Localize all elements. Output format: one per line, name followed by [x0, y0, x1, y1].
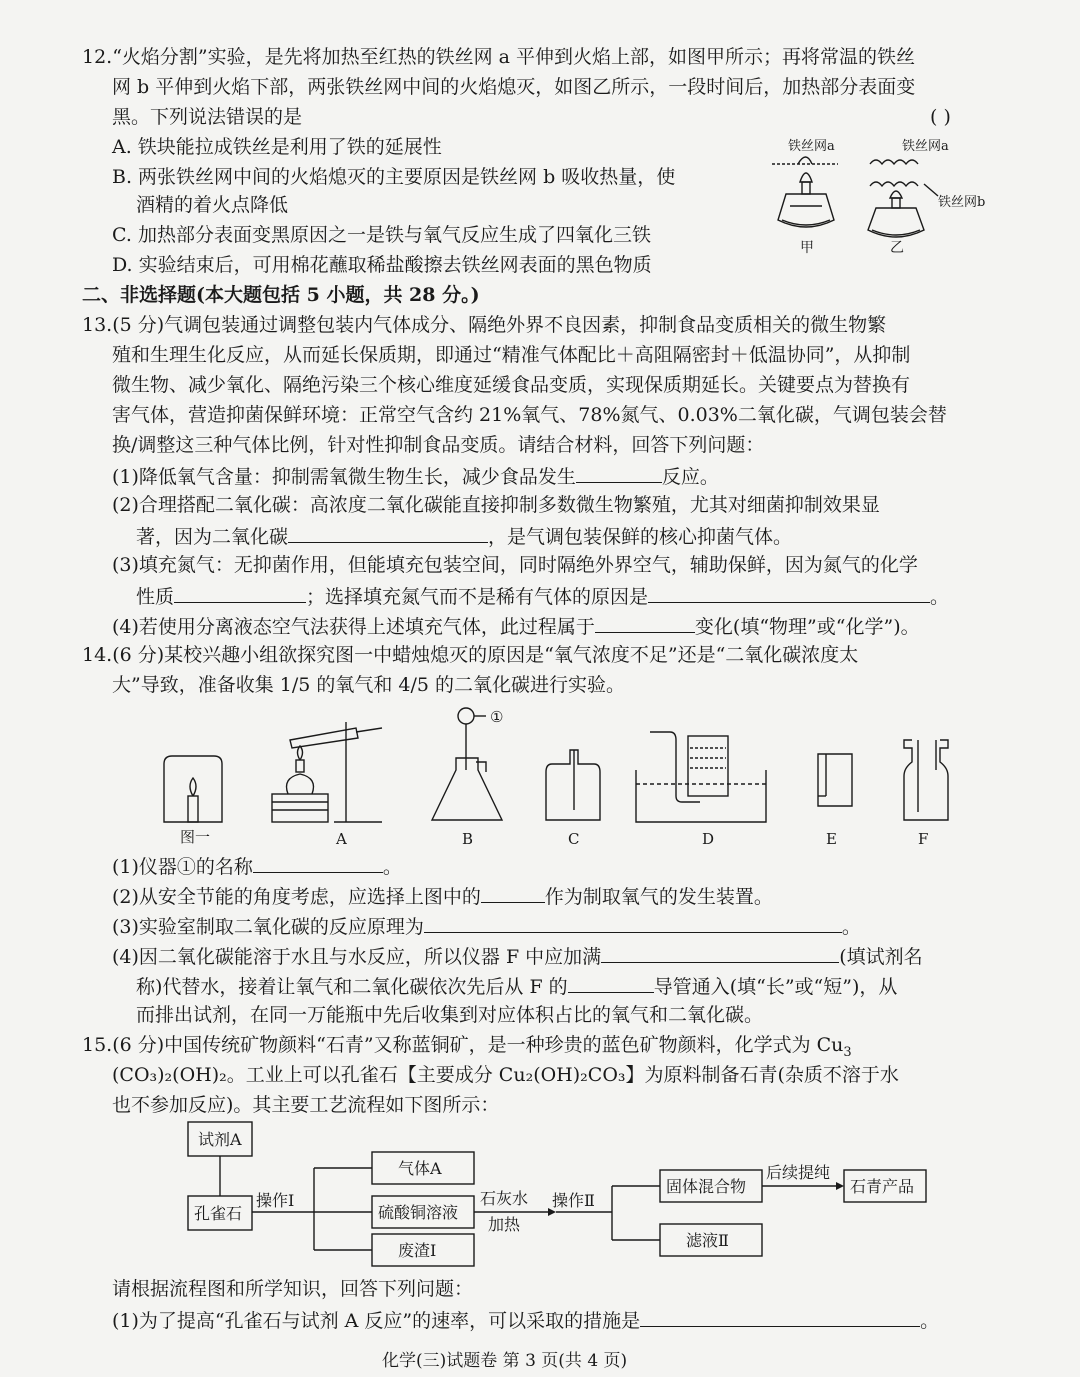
q13-blank-5[interactable] [595, 612, 695, 633]
q13-sub-3-line-1: (3)填充氮气：无抑菌作用，但能填充包装空间，同时隔绝外界空气，辅助保鲜，因为氮气的化学 [112, 554, 918, 576]
q13-sub-3-line-2 [136, 582, 949, 610]
flow-malachite: 孔雀石 [194, 1204, 243, 1223]
q14-blank-3[interactable] [424, 912, 842, 933]
flow-lime: 石灰水 [480, 1189, 529, 1208]
q14-sub-4-text: (4)因二氧化碳能溶于水且与水反应，所以仪器 F 中应加满 [112, 946, 602, 968]
q14-para-1: 14.(6 分)某校兴趣小组欲探究图一中蜡烛熄灭的原因是“氧气浓度不足”还是“二氧化碳浓度太 [82, 644, 859, 666]
q14-sub-4-line-3: 而排出试剂，在同一万能瓶中先后收集到对应体积占比的氧气和二氧化碳。 [136, 1004, 764, 1026]
q12-option-a: A. 铁块能拉成铁丝是利用了铁的延展性 [112, 136, 442, 158]
caption-a: A [336, 830, 347, 848]
flow-reagent-a: 试剂A [198, 1130, 242, 1149]
caption-yi: 乙 [890, 240, 904, 256]
candle-jar-icon [164, 756, 222, 822]
section-2-heading: 二、非选择题(本大题包括 5 小题，共 28 分。) [82, 284, 480, 306]
label-wire-b: 铁丝网b [938, 195, 986, 210]
q14-sub-4-text-2: 称)代替水，接着让氧气和二氧化碳依次先后从 F 的 [136, 976, 568, 998]
q14-apparatus-figure [150, 700, 980, 856]
lamp-yi-icon [868, 160, 938, 237]
q14-sub-1 [112, 852, 402, 880]
q13-sub-2-text: 著，因为二氧化碳 [136, 526, 289, 548]
q13-sub-3-tail: 。 [930, 586, 950, 608]
apparatus-a-icon [272, 722, 382, 822]
q13-blank-2[interactable] [288, 522, 488, 543]
flow-op1: 操作Ⅰ [256, 1191, 295, 1210]
flow-solid-mix: 固体混合物 [666, 1177, 747, 1196]
q13-blank-4[interactable] [648, 582, 930, 603]
q14-sub-2 [112, 882, 773, 910]
q14-para-2: 大”导致，准备收集 1/5 的氧气和 4/5 的二氧化碳进行实验。 [112, 674, 626, 696]
q12-line-3: 黑。下列说法错误的是 [112, 106, 303, 128]
q14-sub-4-tail: 导管通入(填“长”或“短”)，从 [653, 976, 898, 998]
q13-sub-1-text: (1)降低氧气含量：抑制需氧微生物生长，减少食品发生 [112, 466, 576, 488]
arrowhead-icon [836, 1182, 844, 1190]
apparatus-f-icon [904, 740, 948, 820]
q15-para-3: 也不参加反应)。其主要工艺流程如下图所示： [112, 1094, 500, 1116]
label-wire-a-1: 铁丝网a [788, 139, 835, 154]
lamp-jia-icon [772, 157, 838, 227]
q13-sub-4-tail: 变化(填“物理”或“化学”)。 [694, 616, 920, 638]
q12-line-2: 网 b 平伸到火焰下部，两张铁丝网中间的火焰熄灭，如图乙所示，一段时间后，加热部分表面变 [112, 76, 916, 98]
apparatus-c-icon [546, 750, 600, 820]
label-wire-a-2: 铁丝网a [902, 139, 949, 154]
flow-cuso4: 硫酸铜溶液 [378, 1203, 459, 1222]
q14-sub-2-tail: 作为制取氧气的发生装置。 [544, 886, 773, 908]
q15-flow-diagram [0, 1112, 1080, 1272]
q14-sub-4-line-2 [136, 972, 897, 1000]
q13-sub-2-line-2 [136, 522, 792, 550]
q13-blank-3[interactable] [174, 582, 306, 603]
q14-sub-1-tail: 。 [382, 856, 402, 878]
caption-jia: 甲 [800, 240, 814, 256]
apparatus-d-icon [636, 732, 766, 822]
q13-sub-4 [112, 612, 920, 640]
q12-line-1: 12.“火焰分割”实验，是先将加热至红热的铁丝网 a 平伸到火焰上部，如图甲所示；再将常温的铁丝 [82, 46, 916, 68]
q13-para-2: 殖和生理生化反应，从而延长保质期，即通过“精准气体配比＋高阻隔密封＋低温协同”，从抑制 [112, 344, 911, 366]
q13-sub-2-line-1: (2)合理搭配二氧化碳：高浓度二氧化碳能直接抑制多数微生物繁殖，尤其对细菌抑制效果显 [112, 494, 880, 516]
q15-blank-1[interactable] [640, 1306, 920, 1327]
q12-answer-bracket[interactable]: ( ) [930, 106, 951, 128]
q15-para-4: 请根据流程图和所学知识，回答下列问题： [112, 1278, 474, 1300]
q13-para-1: 13.(5 分)气调包装通过调整包装内气体成分、隔绝外界不良因素，抑制食品变质相关的微生物繁 [82, 314, 887, 336]
q14-blank-2[interactable] [481, 882, 545, 903]
q15-formula-subscript: 3 [843, 1044, 852, 1060]
flow-product: 石青产品 [850, 1177, 915, 1196]
q13-sub-4-text: (4)若使用分离液态空气法获得上述填充气体，此过程属于 [112, 616, 595, 638]
q14-sub-4-mid: (填试剂名 [839, 946, 923, 968]
q14-sub-3-tail: 。 [841, 916, 861, 938]
q13-sub-1-tail: 反应。 [661, 466, 719, 488]
caption-f: F [918, 830, 929, 848]
q14-blank-4[interactable] [601, 942, 839, 963]
q15-sub-1-text: (1)为了提高“孔雀石与试剂 A 反应”的速率，可以采取的措施是 [112, 1310, 641, 1332]
q12-option-b-line-2: 酒精的着火点降低 [136, 194, 289, 216]
flow-gas-a: 气体A [398, 1159, 442, 1178]
q14-sub-3 [112, 912, 861, 940]
q13-sub-2-tail: ，是气调包装保鲜的核心抑菌气体。 [488, 526, 793, 548]
caption-b: B [462, 830, 474, 848]
q15-para-1 [82, 1032, 852, 1066]
q13-para-5: 换/调整这三种气体比例，针对性抑制食品变质。请结合材料，回答下列问题： [112, 434, 765, 456]
q14-blank-5[interactable] [568, 972, 654, 993]
q12-option-c: C. 加热部分表面变黑原因之一是铁与氧气反应生成了四氧化三铁 [112, 224, 651, 246]
caption-d: D [702, 830, 715, 848]
q13-para-3: 微生物、减少氧化、隔绝污染三个核心维度延缓食品变质，实现保质期延长。关键要点为替换有 [112, 374, 911, 396]
q15-sub-1 [112, 1306, 939, 1334]
q13-sub-1 [112, 462, 719, 490]
q14-sub-3-text: (3)实验室制取二氧化碳的反应原理为 [112, 916, 424, 938]
q14-sub-1-text: (1)仪器①的名称 [112, 856, 253, 878]
caption-e: E [826, 830, 837, 848]
caption-c: C [568, 830, 580, 848]
page-footer: 化学(三)试题卷 第 3 页(共 4 页) [382, 1351, 628, 1371]
q14-sub-4-line-1 [112, 942, 923, 970]
flow-filtrate: 滤液Ⅱ [686, 1231, 729, 1250]
q14-sub-2-text: (2)从安全节能的角度考虑，应选择上图中的 [112, 886, 481, 908]
q13-sub-3-mid: ；选择填充氮气而不是稀有气体的原因是 [306, 586, 649, 608]
q12-option-b-line-1: B. 两张铁丝网中间的火焰熄灭的主要原因是铁丝网 b 吸收热量，使 [112, 166, 676, 188]
q13-para-4: 害气体，营造抑菌保鲜环境：正常空气含约 21%氧气、78%氮气、0.03%二氧化碳，气调包装会替 [112, 404, 947, 426]
q12-figure-lamps [760, 130, 1020, 260]
q15-para-2: (CO₃)₂(OH)₂。工业上可以孔雀石【主要成分 Cu₂(OH)₂CO₃】为原料制备石青(杂质不溶于水 [112, 1064, 899, 1086]
flow-residue: 废渣Ⅰ [398, 1241, 437, 1260]
apparatus-e-icon [818, 754, 852, 806]
q15-sub-1-tail: 。 [920, 1310, 940, 1332]
caption-fig1: 图一 [180, 828, 211, 846]
q13-blank-1[interactable] [576, 462, 662, 483]
q13-sub-3-text: 性质 [136, 586, 175, 608]
flow-op2: 操作Ⅱ [552, 1191, 595, 1210]
flow-purify: 后续提纯 [766, 1163, 831, 1182]
label-instrument-1: ① [490, 708, 504, 726]
flow-heat: 加热 [488, 1215, 521, 1234]
q14-blank-1[interactable] [253, 852, 383, 873]
q12-option-d: D. 实验结束后，可用棉花蘸取稀盐酸擦去铁丝网表面的黑色物质 [112, 254, 652, 276]
q15-para-1-text: 15.(6 分)中国传统矿物颜料“石青”又称蓝铜矿，是一种珍贵的蓝色矿物颜料，化学式为 Cu [82, 1034, 844, 1056]
